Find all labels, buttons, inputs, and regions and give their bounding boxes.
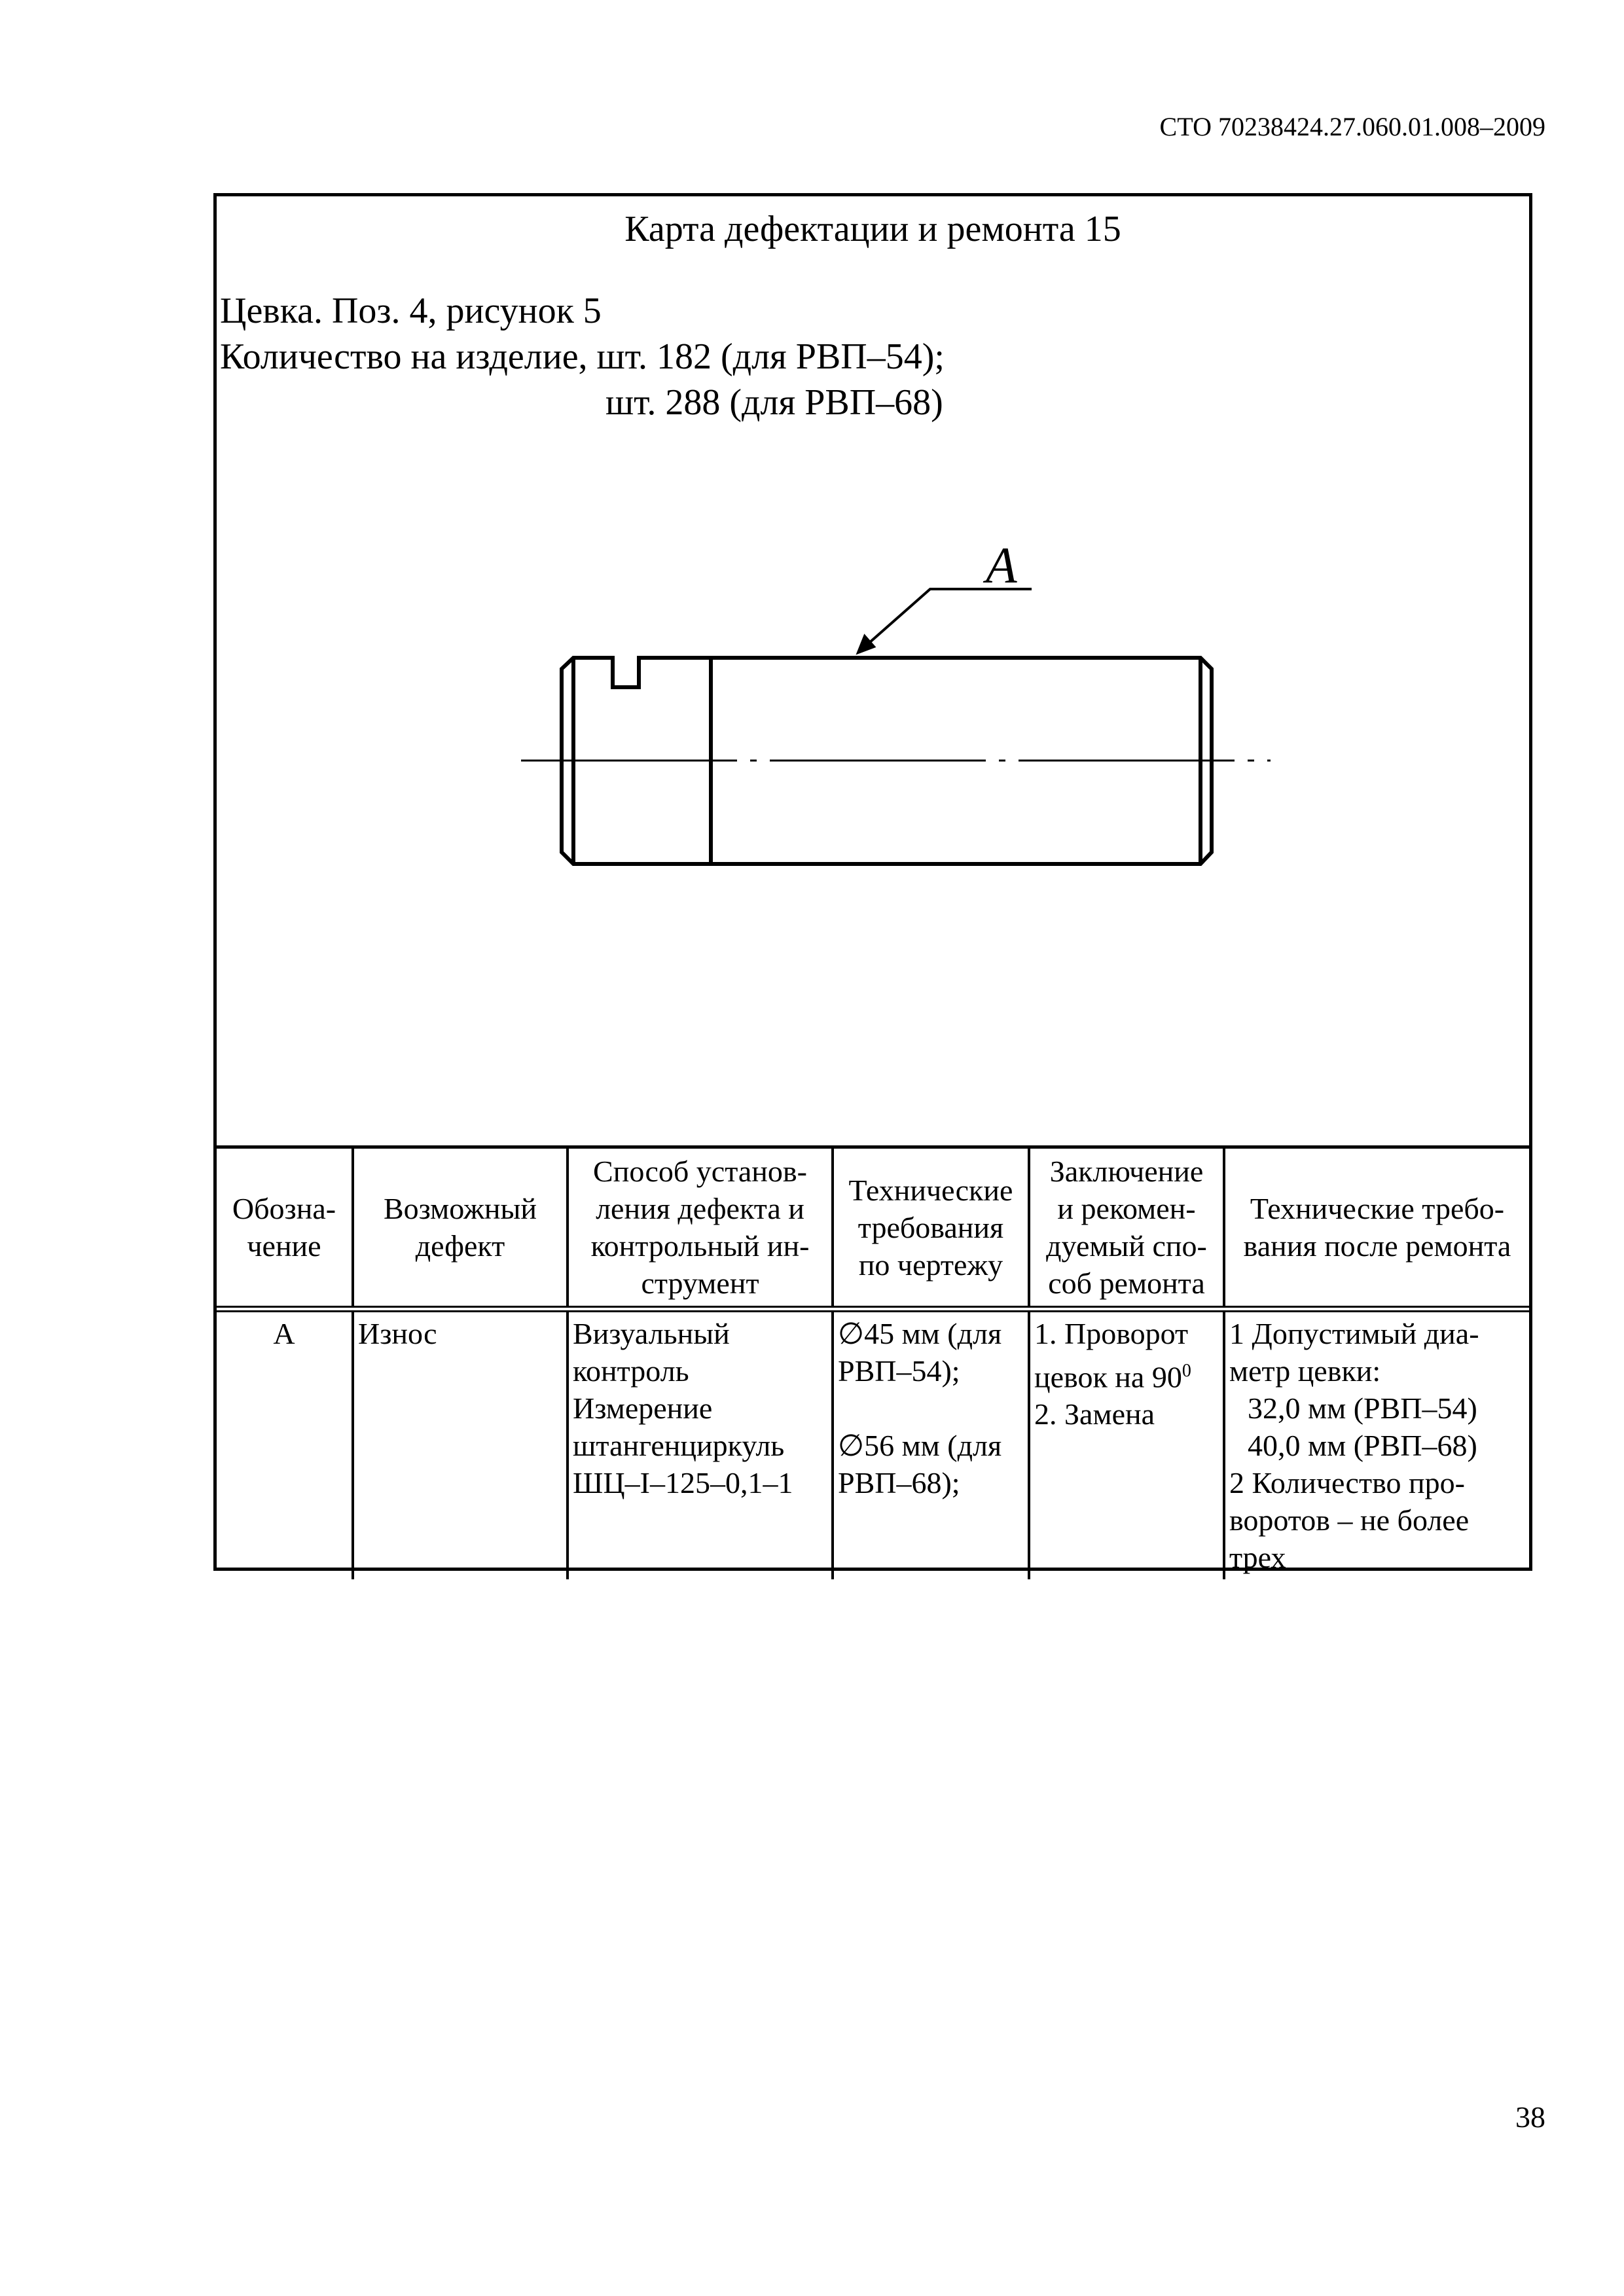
table-header-row bbox=[217, 1147, 1529, 1310]
card-title: Карта дефектации и ремонта 15 bbox=[624, 209, 1121, 249]
cell-defect: Износ bbox=[353, 1309, 568, 1579]
header-requirements: Технические требования по чертежу bbox=[833, 1147, 1029, 1310]
cell-designation: А bbox=[217, 1309, 353, 1579]
part-name-line: Цевка. Поз. 4, рисунок 5 bbox=[220, 291, 602, 331]
cell-after-repair: 1 Допустимый диа- метр цевки: 32,0 мм (РВП–54) 40,0 мм (РВП–68) 2 Количество про- воротов – не более трех bbox=[1224, 1309, 1529, 1579]
drawing-label: А bbox=[986, 537, 1017, 594]
document-code: СТО 70238424.27.060.01.008–2009 bbox=[1159, 112, 1545, 141]
leader-arrow bbox=[858, 636, 874, 653]
defect-card-frame bbox=[213, 193, 1532, 1574]
header-conclusion: Заключение и рекомен- дуемый спо- соб ремонта bbox=[1029, 1147, 1224, 1310]
header-method: Способ установ- ления дефекта и контрольный ин- струмент bbox=[568, 1147, 833, 1310]
header-after-repair: Технические требо- вания после ремонта bbox=[1224, 1147, 1529, 1310]
defect-table bbox=[217, 1145, 1529, 1579]
header-designation: Обозна- чение bbox=[217, 1147, 353, 1310]
quantity-line: Количество на изделие, шт. 182 (для РВП–54); bbox=[220, 336, 945, 377]
quantity-line-2: шт. 288 (для РВП–68) bbox=[605, 382, 943, 423]
leader-line bbox=[858, 589, 1032, 653]
table-row bbox=[217, 1309, 1529, 1579]
pin-drawing bbox=[217, 196, 1529, 1145]
header-defect: Возможный дефект bbox=[353, 1147, 568, 1310]
cell-method: Визуальный контроль Измерение штангенциркуль ШЦ–I–125–0,1–1 bbox=[568, 1309, 833, 1579]
page-number: 38 bbox=[1515, 2100, 1545, 2134]
cell-requirements: ∅45 мм (для РВП–54); ∅56 мм (для РВП–68); bbox=[833, 1309, 1029, 1579]
cell-conclusion: 1. Проворот цевок на $90^0$ 2. Замена bbox=[1029, 1309, 1224, 1579]
